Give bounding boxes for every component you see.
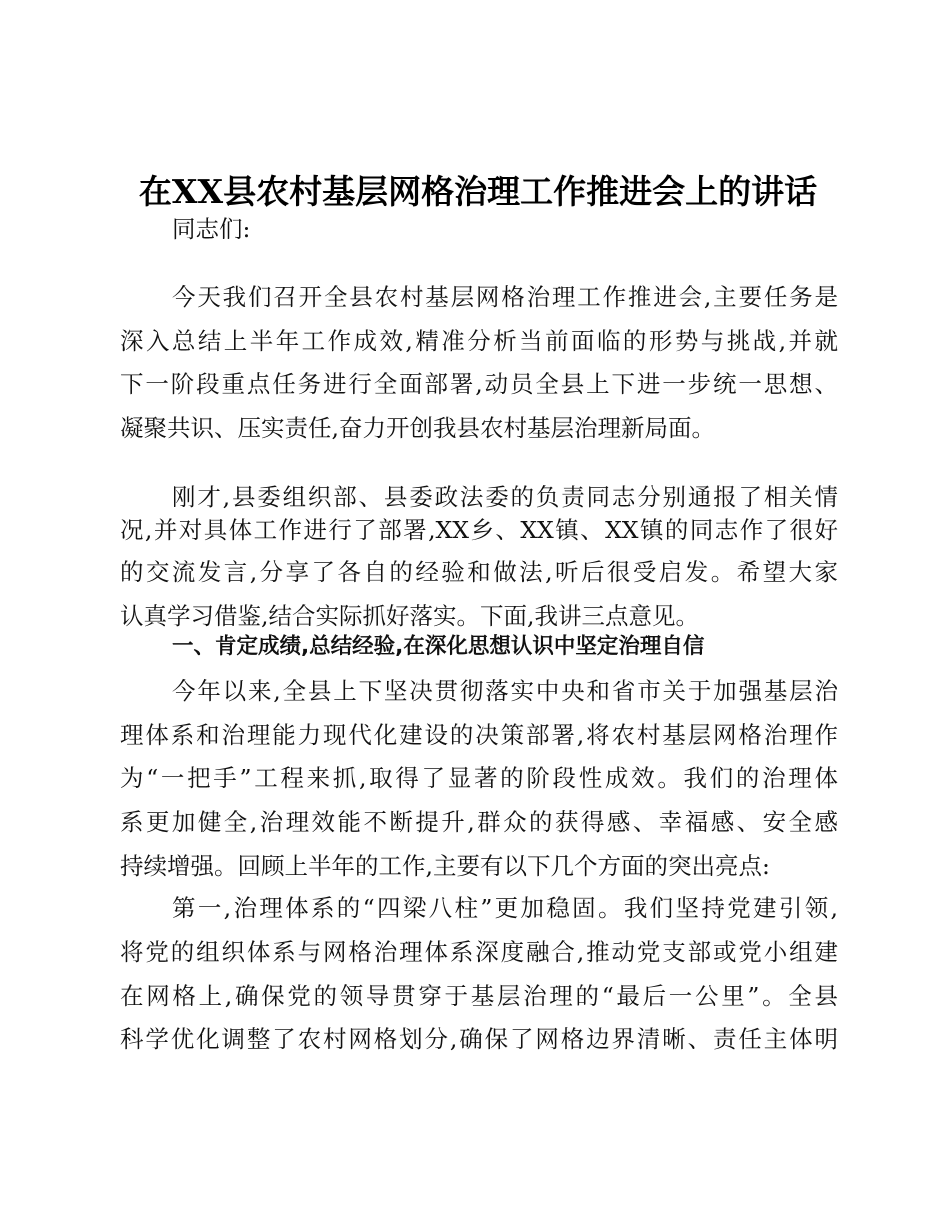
paragraph-line: 将党的组织体系与网格治理体系深度融合,推动党支部或党小组建 [120, 938, 838, 966]
paragraph-line: 今天我们召开全县农村基层网格治理工作推进会,主要任务是 [172, 283, 838, 311]
paragraph-line: 今年以来,全县上下坚决贯彻落实中央和省市关于加强基层治 [172, 677, 838, 705]
paragraph-line: 在网格上,确保党的领导贯穿于基层治理的“最后一公里”。全县 [120, 982, 838, 1010]
paragraph-line: 的交流发言,分享了各自的经验和做法,听后很受启发。希望大家 [120, 558, 838, 586]
paragraph-line: 下一阶段重点任务进行全面部署,动员全县上下进一步统一思想、 [120, 370, 838, 398]
salutation: 同志们: [172, 215, 251, 243]
paragraph-line: 第一,治理体系的“四梁八柱”更加稳固。我们坚持党建引领, [172, 894, 838, 922]
paragraph-line: 深入总结上半年工作成效,精准分析当前面临的形势与挑战,并就 [120, 327, 838, 355]
section-heading: 一、肯定成绩,总结经验,在深化思想认识中坚定治理自信 [172, 634, 705, 659]
paragraph-line: 凝聚共识、压实责任,奋力开创我县农村基层治理新局面。 [120, 414, 715, 442]
paragraph-line: 理体系和治理能力现代化建设的决策部署,将农村基层网格治理作 [120, 721, 838, 749]
paragraph-line: 持续增强。回顾上半年的工作,主要有以下几个方面的突出亮点: [120, 852, 770, 880]
paragraph-line: 系更加健全,治理效能不断提升,群众的获得感、幸福感、安全感 [120, 808, 838, 836]
document-title: 在XX县农村基层网格治理工作推进会上的讲话 [138, 172, 818, 211]
paragraph-line: 科学优化调整了农村网格划分,确保了网格边界清晰、责任主体明 [120, 1025, 838, 1053]
paragraph-line: 刚才,县委组织部、县委政法委的负责同志分别通报了相关情 [172, 483, 838, 511]
paragraph-line: 况,并对具体工作进行了部署,XX乡、XX镇、XX镇的同志作了很好 [120, 516, 838, 544]
paragraph-line: 为“一把手”工程来抓,取得了显著的阶段性成效。我们的治理体 [120, 764, 838, 792]
paragraph-line: 认真学习借鉴,结合实际抓好落实。下面,我讲三点意见。 [120, 602, 699, 630]
